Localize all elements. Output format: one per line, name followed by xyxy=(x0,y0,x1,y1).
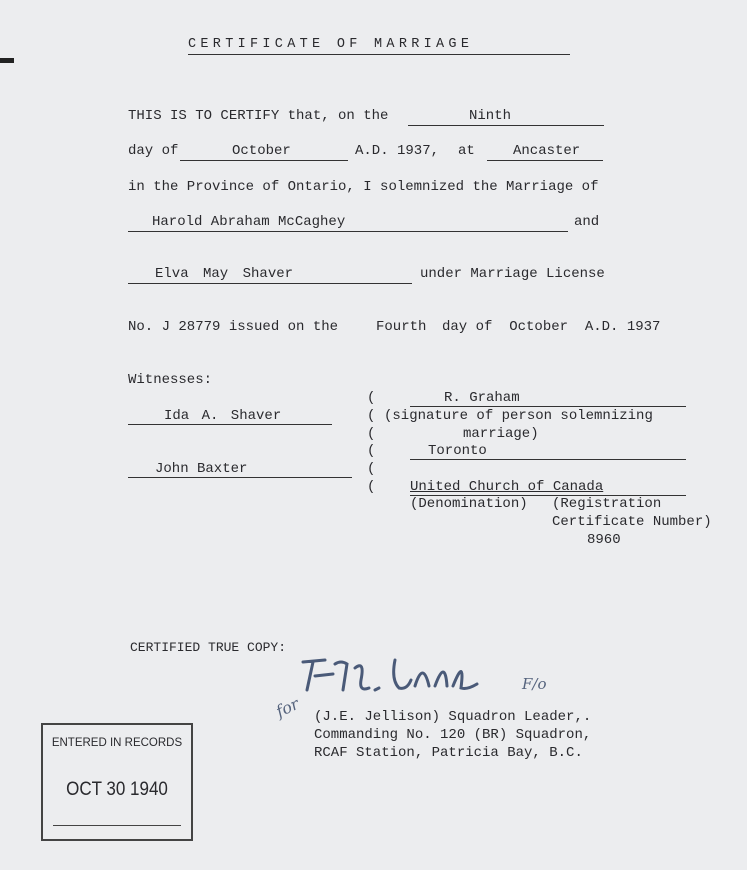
officiant-caption-2: marriage) xyxy=(463,426,539,442)
license-date-text: day of October A.D. 1937 xyxy=(442,319,661,335)
month-underline xyxy=(180,160,348,161)
license-day: Fourth xyxy=(376,319,427,335)
registration-caption: (Registration xyxy=(552,496,662,512)
stamp-line xyxy=(53,825,181,826)
officiant-underline xyxy=(410,406,686,407)
groom-underline xyxy=(128,231,568,232)
officiant-caption: (signature of person solemnizing xyxy=(384,408,653,424)
witness-1-underline xyxy=(128,424,332,425)
registration-number: 8960 xyxy=(587,532,621,548)
marriage-place: Ancaster xyxy=(513,143,581,159)
denomination: United Church of Canada xyxy=(410,479,604,495)
bride-underline xyxy=(128,283,412,284)
certifier-line-3: RCAF Station, Patricia Bay, B.C. xyxy=(314,745,583,761)
signature-suffix: F/o xyxy=(522,675,547,693)
province-text: in the Province of Ontario, I solemnized the Marriage of xyxy=(128,179,599,195)
marriage-day: Ninth xyxy=(469,108,512,124)
license-number-text: No. J 28779 issued on the xyxy=(128,319,339,335)
officiant-city: Toronto xyxy=(428,443,487,459)
witness-1: Ida A. Shaver xyxy=(164,408,282,424)
bride-name: Elva May Shaver xyxy=(155,266,294,282)
officiant-name: R. Graham xyxy=(444,390,520,406)
for-annotation: for xyxy=(272,694,302,722)
certified-label: CERTIFIED TRUE COPY: xyxy=(130,640,287,655)
city-underline xyxy=(410,459,686,460)
day-of-text: day of xyxy=(128,143,179,159)
stamp-date: OCT 30 1940 xyxy=(66,777,168,800)
witnesses-label: Witnesses: xyxy=(128,372,213,388)
handwritten-signature xyxy=(295,650,515,700)
groom-name: Harold Abraham McCaghey xyxy=(152,214,346,230)
brace-column: ( ( ( ( ( ( xyxy=(367,390,376,495)
stamp-label: ENTERED IN RECORDS xyxy=(51,737,183,749)
records-stamp xyxy=(41,723,193,841)
title-underline xyxy=(188,54,570,55)
day-underline xyxy=(408,125,604,126)
certifier-line-1: (J.E. Jellison) Squadron Leader,. xyxy=(314,709,592,725)
certifier-line-2: Commanding No. 120 (BR) Squadron, xyxy=(314,727,592,743)
place-underline xyxy=(487,160,603,161)
year-text: A.D. 1937, xyxy=(355,143,440,159)
witness-2-underline xyxy=(128,477,352,478)
witness-2: John Baxter xyxy=(155,461,248,477)
marriage-month: October xyxy=(232,143,291,159)
denomination-caption: (Denomination) xyxy=(410,496,528,512)
and-text: and xyxy=(574,214,600,230)
registration-caption-2: Certificate Number) xyxy=(552,514,712,530)
document-title: CERTIFICATE OF MARRIAGE xyxy=(188,37,474,52)
certify-text: THIS IS TO CERTIFY that, on the xyxy=(128,108,389,124)
margin-mark xyxy=(0,58,14,63)
at-text: at xyxy=(458,143,475,159)
license-text: under Marriage License xyxy=(420,266,605,282)
